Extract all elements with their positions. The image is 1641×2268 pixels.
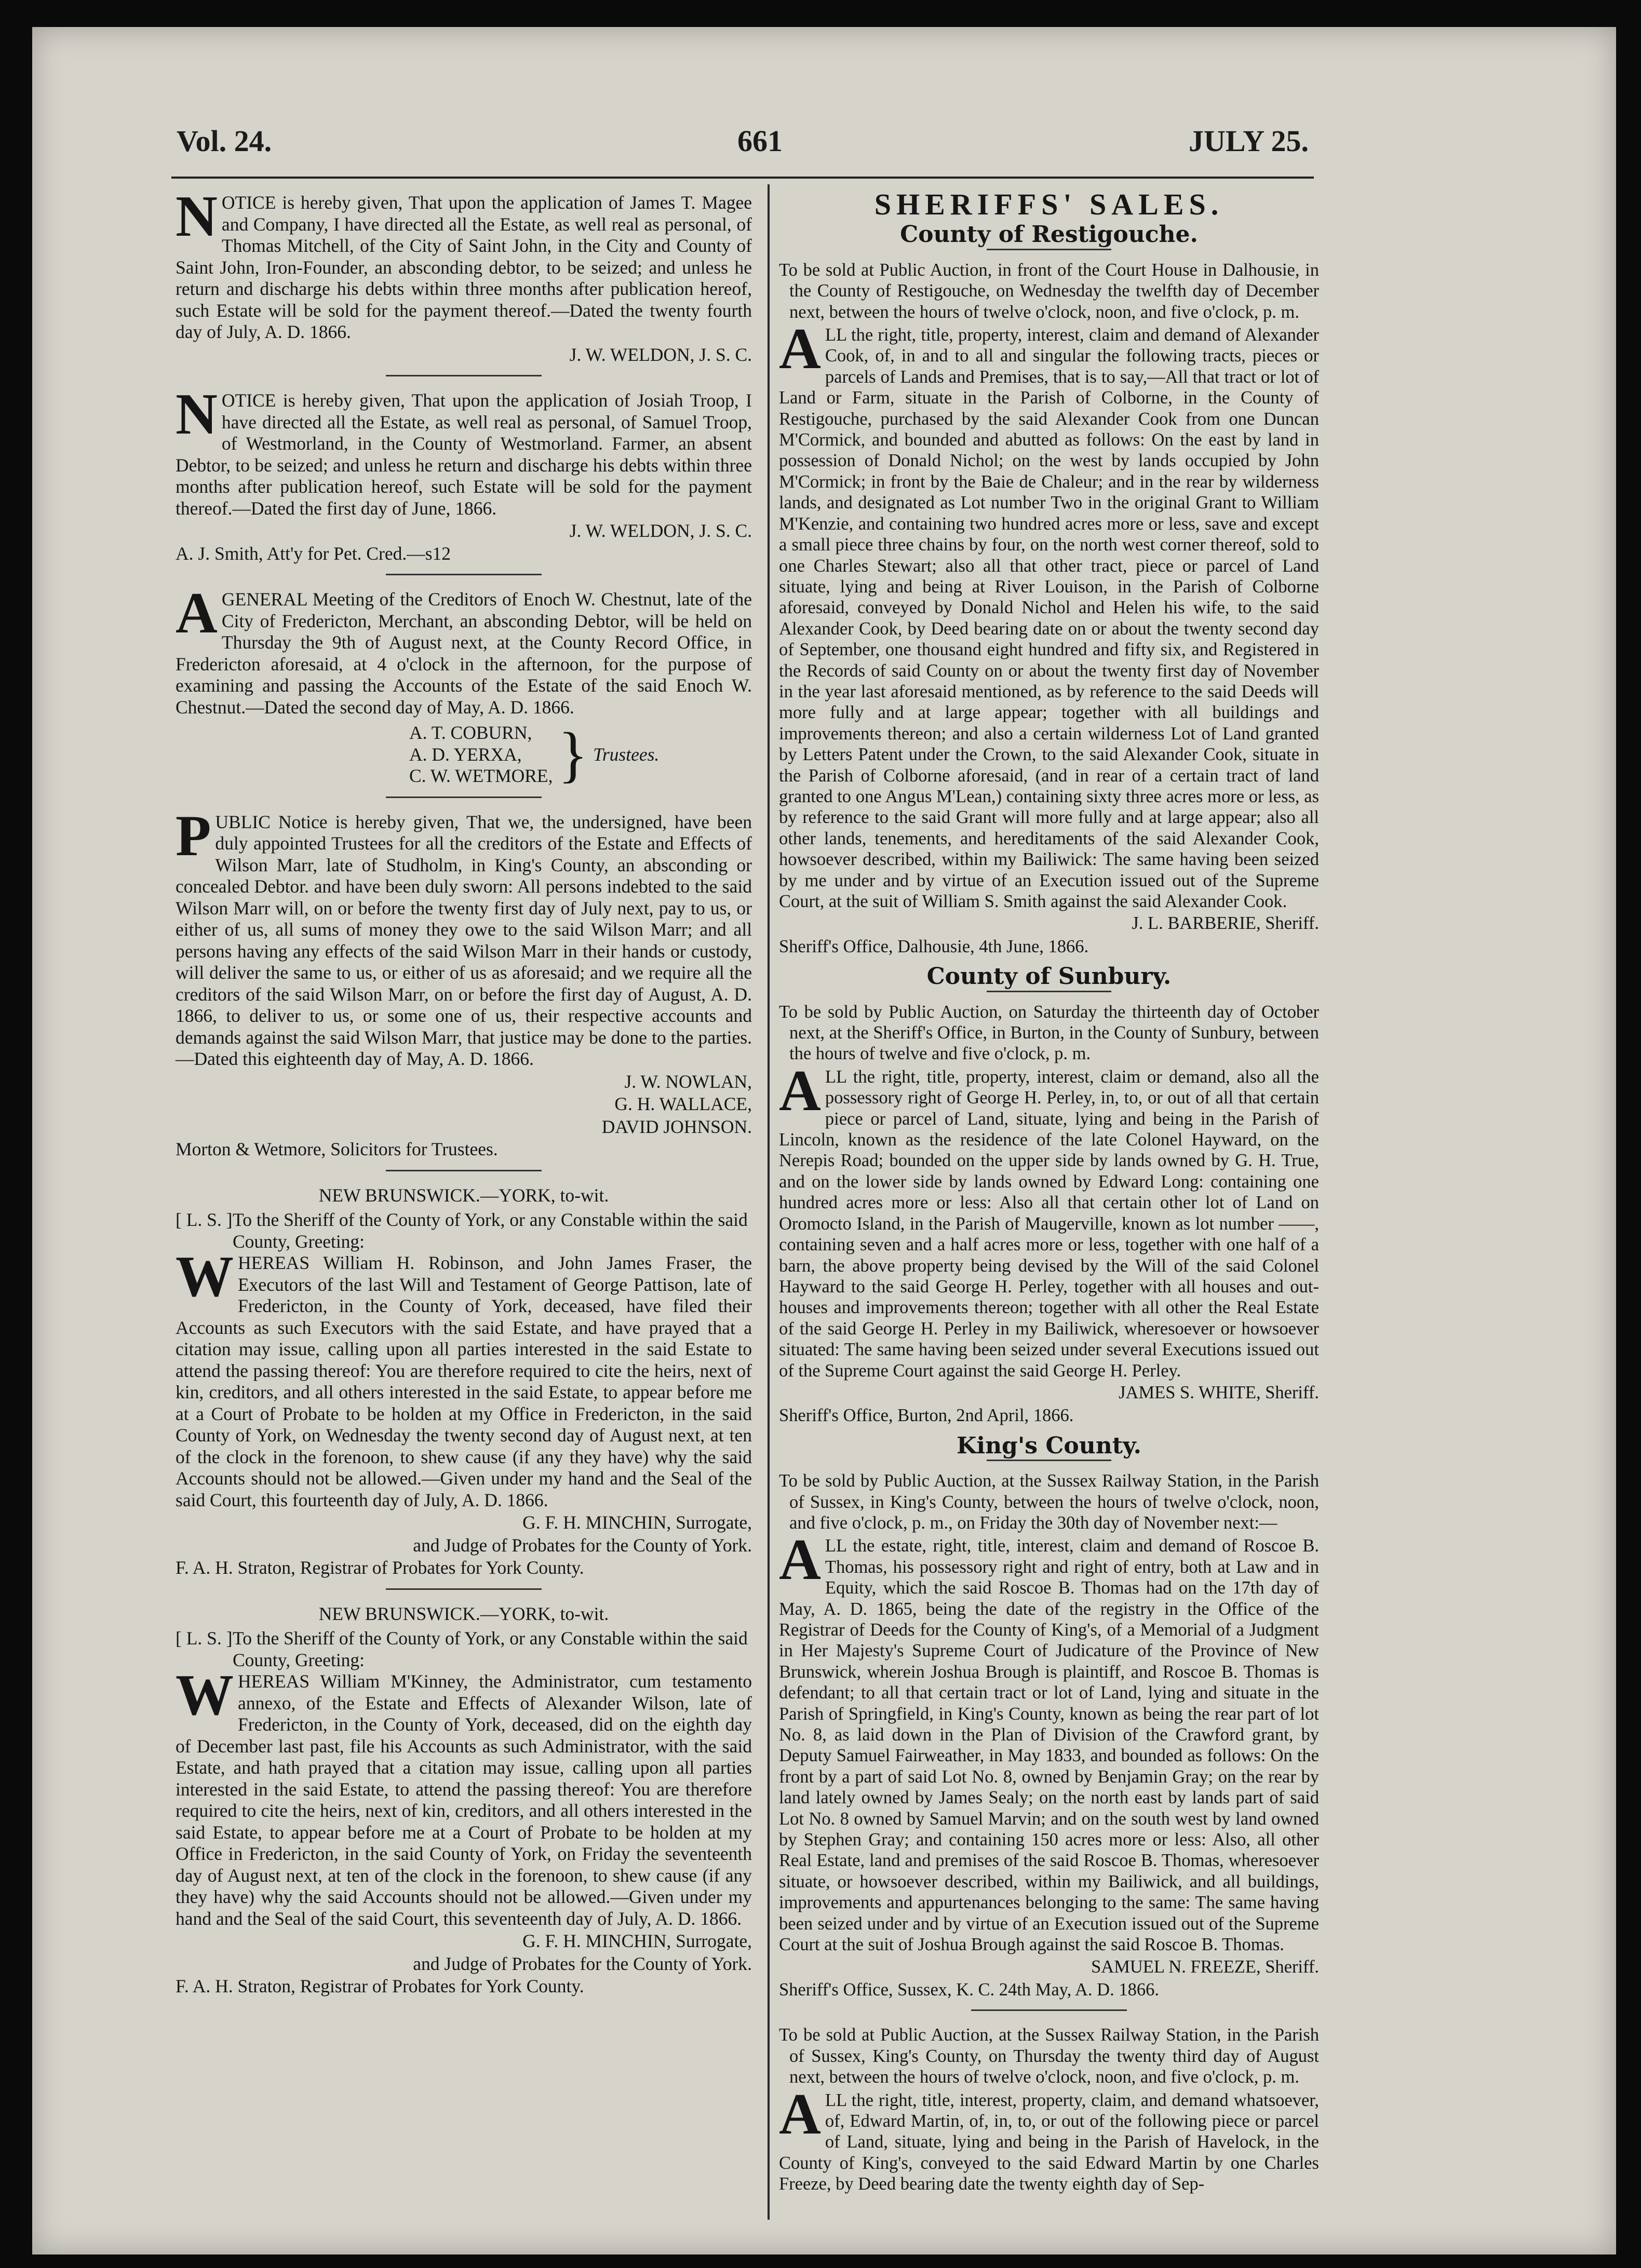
trustee-name: A. D. YERXA, (409, 744, 522, 765)
county-rule (987, 249, 1111, 250)
drop-cap: W (176, 1245, 234, 1309)
notice-text: GENERAL Meeting of the Creditors of Enoch W. Chestnut, late of the City of Fredericton, Merchant, an absconding Debtor, will be held on Thursday the 9th of August next, at the County Record Office, in Fredericton aforesaid, at 4 o'clock in the afternoon, for the purpose of examining and passing the Accounts of the Estate of the said Enoch W. Chestnut.—Dated the second day of May, A. D. 1866. (176, 589, 752, 718)
drop-cap: N (176, 184, 218, 249)
section-heading: SHERIFFS' SALES. (874, 187, 1224, 221)
address-line: To the Sheriff of the County of York, or any Constable within the said County, Greeting: (233, 1209, 748, 1252)
county-heading: King's County. (957, 1432, 1141, 1459)
sheriff-signature: JAMES S. WHITE, Sheriff. (1119, 1382, 1319, 1402)
seal-tag: [ L. S. ] (176, 1628, 233, 1649)
notice-chestnut (176, 581, 752, 789)
address-line: To the Sheriff of the County of York, or any Constable within the said County, Greeting: (233, 1628, 748, 1670)
drop-cap: A (176, 581, 218, 645)
drop-cap: P (176, 803, 211, 868)
notice-text: HEREAS William H. Robinson, and John James Fraser, the Executors of the last Will and Testament of George Pattison, late of Fredericton, in the County of York, deceased, have filed their Accounts as such Executors with the said Estate, and have prayed that a citation may issue, calling upon all parties interested in the said Estate to attend the passing thereof: You are therefore required to cite the heirs, next of kin, creditors, and all others interested in the said Estate, to appear before me at a Court of Probate to be holden at my Office in Fredericton, in the said County of York, on Wednesday the twenty second day of August next, at ten of the clock in the forenoon, to shew cause (if any they have) why the said Accounts should not be allowed.—Given under my hand and the Seal of the said Court, this fourteenth day of July, A. D. 1866. (176, 1252, 752, 1510)
header-rule (171, 177, 1314, 179)
registrar-line: F. A. H. Straton, Registrar of Probates for York County. (176, 1976, 584, 1996)
separator-rule (386, 1170, 542, 1171)
drop-cap: N (176, 382, 218, 447)
sheriff-office-line: Sheriff's Office, Dalhousie, 4th June, 1866. (779, 936, 1089, 956)
sale-sunbury (779, 963, 1319, 1426)
signature: G. H. WALLACE, (614, 1094, 752, 1114)
separator-rule (971, 2009, 1127, 2011)
sale-intro: To be sold by Public Auction, on Saturday the thirteenth day of October next, at the Sheriff's Office, in Burton, in the County of Sunbury, between the hours of twelve and five o'clock, p. m. (779, 1002, 1319, 1064)
county-heading: County of Sunbury. (926, 963, 1172, 990)
volume-number: Vol. 24. (177, 124, 272, 158)
separator-rule (386, 375, 542, 376)
sheriff-signature: J. L. BARBERIE, Sheriff. (1132, 913, 1319, 934)
signature: J. W. NOWLAN, (624, 1071, 752, 1092)
sheriff-signature: SAMUEL N. FREEZE, Sheriff. (1091, 1956, 1319, 1977)
jurisdiction-heading: NEW BRUNSWICK.—YORK, to-wit. (318, 1184, 609, 1206)
sale-intro: To be sold by Public Auction, at the Sussex Railway Station, in the Parish of Sussex, in King's County, between the hours of twelve o'clock, noon, and five o'clock, p. m., on Friday the 30th day of November next:— (779, 1471, 1319, 1533)
trustees-label: Trustees. (593, 744, 660, 765)
seal-tag: [ L. S. ] (176, 1209, 233, 1230)
sheriff-office-line: Sheriff's Office, Sussex, K. C. 24th May, A. D. 1866. (779, 1979, 1159, 2000)
separator-rule (386, 574, 542, 575)
county-heading: County of Restigouche. (900, 221, 1198, 248)
notice-text: HEREAS William M'Kinney, the Administrator, cum testamento annexo, of the Estate and Effects of Alexander Wilson, late of Fredericton, in the County of York, deceased, did on the eighth day of December last past, file his Accounts as such Administrator, with the said Estate, and hath prayed that a citation may issue, calling upon all parties interested in the said Estate, to attend the passing thereof: You are therefore required to cite the heirs, next of kin, creditors, and all others interested in the said Estate, to appear before me at a Court of Probate to be holden at my Office in Fredericton, in the said County of York, on Friday the seventeenth day of August next, at ten of the clock in the forenoon, to shew cause (if any they have) why the said Accounts should not be allowed.—Given under my hand and the Seal of the said Court, this seventeenth day of July, A. D. 1866. (176, 1671, 752, 1929)
drop-cap: A (779, 317, 821, 382)
trustee-name: A. T. COBURN, (409, 722, 532, 743)
signature: DAVID JOHNSON. (601, 1116, 752, 1137)
sale-text: LL the right, title, property, interest, claim or demand, also all the possessory right of George H. Perley, in, to, or out of all that certain piece or parcel of Land, situate, lying and being in the Parish of Lincoln, known as the residence of the late Colonel Hayward, on the Nerepis Road; bounded on the upper side by lands owned by G. H. True, and on the lower side by lands owned by Edward Long: containing one hundred acres more or less: Also all that certain other lot of Land on Oromocto Island, in the Parish of Maugerville, known as lot number ——, containing seven and a half acres more or less, together with one half of a barn, the above property being devised by the Will of the said Colonel Hayward to the said George H. Perley, together with all houses and out-houses and improvements thereon; together with all other the Real Estate of the said George H. Perley in my Bailiwick, wheresoever or howsoever situated: The same having been seized under several Executions issued out of the Supreme Court against the said George H. Perley. (779, 1066, 1319, 1381)
page-header (177, 124, 1309, 170)
county-rule (987, 1460, 1111, 1461)
sale-kings-county (779, 1432, 1319, 2001)
drop-cap: W (176, 1663, 234, 1727)
jurisdiction-heading: NEW BRUNSWICK.—YORK, to-wit. (318, 1603, 609, 1624)
notice-text: UBLIC Notice is hereby given, That we, the undersigned, have been duly appointed Trustees for all the creditors of the Estate and Effects of Wilson Marr, late of Studholm, in King's County, an absconding or concealed Debtor. and have been duly sworn: All persons indebted to the said Wilson Marr will, on or before the twenty first day of July next, pay to us, or either of us, all sums of money they owe to the said Wilson Marr; and all persons having any effects of the said Wilson Marr in their hands or custody, will deliver the same to us, or either of us as aforesaid; and we require all the creditors of the said Wilson Marr, on or before the first day of August, A. D. 1866, to deliver to us, or some one of us, their respective accounts and demands against the said Wilson Marr, that justice may be done to the parties.—Dated this eighteenth day of May, A. D. 1866. (176, 811, 752, 1069)
signature: G. F. H. MINCHIN, Surrogate, (522, 1931, 752, 1951)
sale-restigouche (779, 221, 1319, 957)
trustee-name: C. W. WETMORE, (409, 765, 553, 786)
sale-text: LL the right, title, property, interest, claim and demand of Alexander Cook, of, in and to all and singular the following tracts, pieces or parcels of Lands and Premises, that is to say,—All that tract or lot of Land or Farm, situate in the Parish of Colborne, in the County of Restigouche, purchased by the said Alexander Cook from one Duncan M'Cormick, and bounded and abutted as follows: On the east by land in possession of Donald Nichol; on the west by lands occupied by John M'Cormick; in front by the Baie de Chaleur; and in the rear by wilderness lands, and designated as Lot number Two in the original Grant to William M'Kenzie, and containing two hundred acres more or less, save and except a small piece three chains by four, on the north west corner thereof, sold to one Charles Stewart; also all that other tract, piece or parcel of Land situate, lying and being at River Louison, in the Parish of Colborne aforesaid, conveyed by Donald Nichol and Helen his wife, to the said Alexander Cook, by Deed bearing date on or about the twenty second day of September, one thousand eight hundred and fifty six, and Registered in the Records of said County on or about the twenty first day of November in the year last aforesaid mentioned, as by reference to the said Deeds will more fully and at large appear; together with all buildings and improvements thereon; and also a certain wilderness Lot of Land granted by Letters Patent under the Crown, to the said Alexander Cook, situate in the Parish of Colborne aforesaid, (and in rear of a certain tract of land granted to one Angus M'Lean,) containing sixty three acres more or less, as by reference to the said Grant will more fully and at large appear; also all other lands, tenements, and hereditaments of the said Alexander Cook, howsoever described, within my Bailiwick: The same having been seized by me under and by virtue of an Execution issued out of the Supreme Court, at the suit of William S. Smith against the said Alexander Cook. (779, 325, 1319, 911)
signature-title: and Judge of Probates for the County of York. (413, 1953, 752, 1974)
page-number: 661 (737, 124, 783, 158)
notice-marr (176, 803, 752, 1160)
sale-text: LL the right, title, interest, property, claim, and demand whatsoever, of, Edward Martin, of, in, to, or out of the following piece or parcel of Land, situate, lying and being in the Parish of Havelock, in the County of King's, conveyed to the said Edward Martin by one Charles Freeze, by Deed bearing date the twenty eighth day of Sep- (779, 2090, 1319, 2194)
notice-pattison (176, 1185, 752, 1579)
drop-cap: A (779, 1058, 821, 1123)
drop-cap: A (779, 2082, 821, 2146)
sale-intro: To be sold at Public Auction, at the Sussex Railway Station, in the Parish of Sussex, King's County, on Thursday the twenty third day of August next, between the hours of twelve o'clock, noon, and five o'clock, p. m. (779, 2025, 1319, 2087)
attorney-line: A. J. Smith, Att'y for Pet. Cred.—s12 (176, 543, 451, 564)
brace-glyph: } (558, 720, 588, 789)
county-rule (987, 991, 1111, 992)
notice-text: OTICE is hereby given, That upon the application of James T. Magee and Company, I have directed all the Estate, as well real as personal, of Thomas Mitchell, of the City of Saint John, in the City and County of Saint John, Iron-Founder, an absconding debtor, to be seized; and unless he return and discharge his debts within three months after publication hereof, such Estate will be sold for the payment thereof.—Dated the twenty fourth day of July, A. D. 1866. (176, 192, 752, 342)
notice-wilson (176, 1603, 752, 1997)
notice-troop (176, 382, 752, 564)
sale-text: LL the estate, right, title, interest, claim and demand of Roscoe B. Thomas, his possessory right and right of entry, both at Law and in Equity, which the said Roscoe B. Thomas had on the 17th day of May, A. D. 1865, being the date of the registry in the Office of the Registrar of Deeds for the County of King's, of a Memorial of a Judgment in Her Majesty's Supreme Court of Judicature of the Province of New Brunswick, wherein Joshua Brough is plaintiff, and Roscoe B. Thomas is defendant; to all that certain tract or lot of Land, lying and situate in the Parish of Springfield, in King's County, known as being the rear part of lot No. 8, as laid down in the Plan of Division of the Crawford grant, by Deputy Samuel Fairweather, in May 1833, and bounded as follows: On the front by a part of said Lot No. 8, owned by Benjamin Gray; on the rear by land lately owned by James Sealy; on the north east by lands part of said Lot No. 8 owned by Samuel Marvin; and on the south west by land owned by Stephen Gray; and containing 150 acres more or less: Also, all other Real Estate, land and premises of the said Roscoe B. Thomas, wheresoever situate, or howsoever described, within my Bailiwick, and all buildings, improvements and appurtenances belonging to the same: The same having been seized under and by virtue of an Execution issued out of the Supreme Court at the suit of Joshua Brough against the said Roscoe B. Thomas. (779, 1536, 1319, 1955)
registrar-line: F. A. H. Straton, Registrar of Probates for York County. (176, 1557, 584, 1578)
sale-intro: To be sold at Public Auction, in front of the Court House in Dalhousie, in the County of Restigouche, on Wednesday the twelfth day of December next, between the hours of twelve o'clock, noon, and five o'clock, p. m. (779, 260, 1319, 322)
notice-text: OTICE is hereby given, That upon the application of Josiah Troop, I have directed all the Estate, as well real as personal, of Samuel Troop, of Westmorland, in the County of Westmorland. Farmer, an absent Debtor, to be seized; and unless he return and discharge his debts within three months after publication hereof, such Estate will be sold for the payment thereof.—Dated the first day of June, 1866. (176, 390, 752, 519)
separator-rule (386, 797, 542, 798)
sheriff-office-line: Sheriff's Office, Burton, 2nd April, 1866. (779, 1406, 1074, 1426)
notice-mitchell (176, 184, 752, 366)
issue-date: JULY 25. (1189, 124, 1309, 158)
left-column (176, 184, 752, 2007)
separator-rule (386, 1588, 542, 1590)
drop-cap: A (779, 1528, 821, 1592)
trustees-block (409, 722, 752, 787)
solicitors-line: Morton & Wetmore, Solicitors for Trustees. (176, 1139, 498, 1159)
column-divider (768, 184, 770, 2220)
sale-martin (779, 2024, 1319, 2194)
signature: J. W. WELDON, J. S. C. (569, 344, 752, 365)
signature-title: and Judge of Probates for the County of York. (413, 1534, 752, 1556)
right-column (779, 187, 1319, 2204)
signature: G. F. H. MINCHIN, Surrogate, (522, 1512, 752, 1533)
signature: J. W. WELDON, J. S. C. (569, 520, 752, 541)
